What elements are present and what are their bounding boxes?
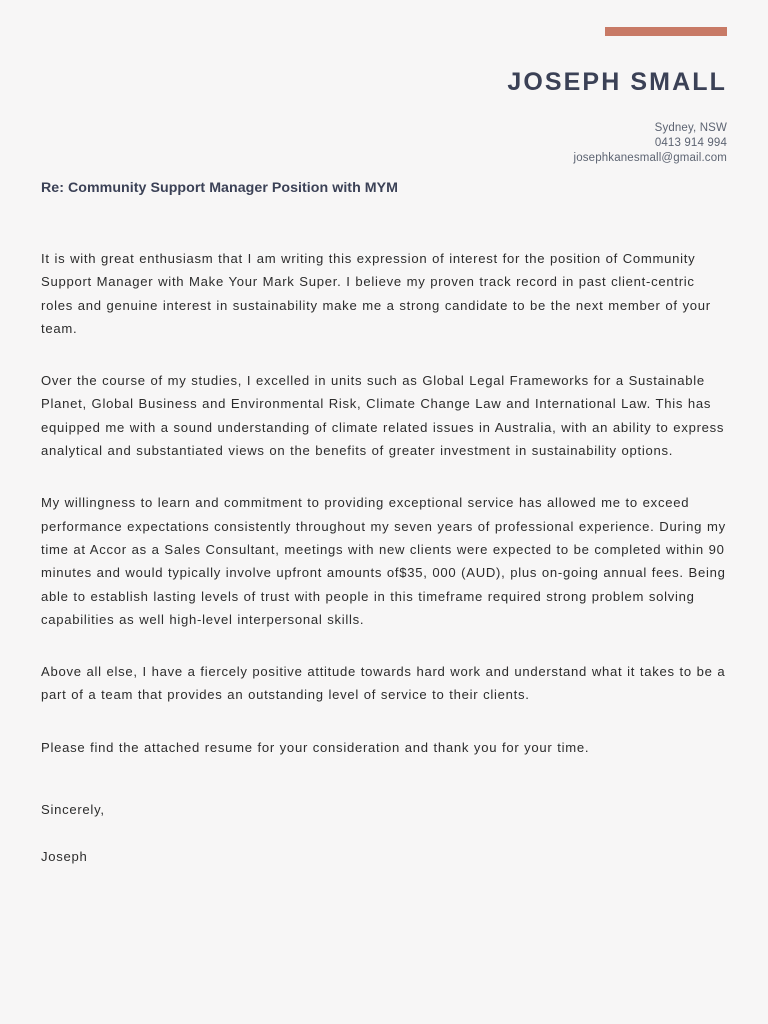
applicant-name-heading: JOSEPH SMALL <box>507 68 727 96</box>
accent-bar <box>605 27 727 36</box>
body-paragraph: Above all else, I have a fiercely positive attitude towards hard work and understand what it takes to be a part of a team that provides an outstanding level of service to their clients. <box>41 664 726 703</box>
contact-email[interactable]: josephkanesmall@gmail.com <box>573 152 727 165</box>
body-paragraph: Over the course of my studies, I excelled in units such as Global Legal Frameworks for a Sustainable Planet, Global Business and Environmental Risk, Climate Change Law and International Law. This has equipped me with a sound understanding of climate related issues in Australia, with an ability to express analytical and substantiated views on the benefits of greater investment in sustainability options. <box>41 373 725 459</box>
contact-location: Sydney, NSW <box>654 122 727 134</box>
sign-off-name: Joseph <box>41 849 88 865</box>
subject-line: Re: Community Support Manager Position with MYM <box>41 180 399 196</box>
body-paragraph: It is with great enthusiasm that I am writing this expression of interest for the position of Community Support Manager with Make Your Mark Super. I believe my proven track record in past client-centric roles and genuine interest in sustainability make me a strong candidate to be the next member of your team. <box>41 251 711 336</box>
contact-details <box>574 121 728 167</box>
contact-phone[interactable]: 0413 914 994 <box>654 137 727 150</box>
body-paragraph: Please find the attached resume for your consideration and thank you for your time. <box>41 739 590 755</box>
body-paragraph: My willingness to learn and commitment to providing exceptional service has allowed me to exceed performance expectations consistently throughout my seven years of professional experience. During my time at Accor as a Sales Consultant, meetings with new clients were expected to be completed within 90 minutes and would typically involve upfront amounts of$35, 000 (AUD), plus on-going annual fees. Being able to establish lasting levels of trust with people in this timeframe required strong problem solving capabilities as well high-level interpersonal skills. <box>41 495 726 627</box>
sign-off-salutation: Sincerely, <box>41 802 105 818</box>
letter-body <box>41 247 729 869</box>
